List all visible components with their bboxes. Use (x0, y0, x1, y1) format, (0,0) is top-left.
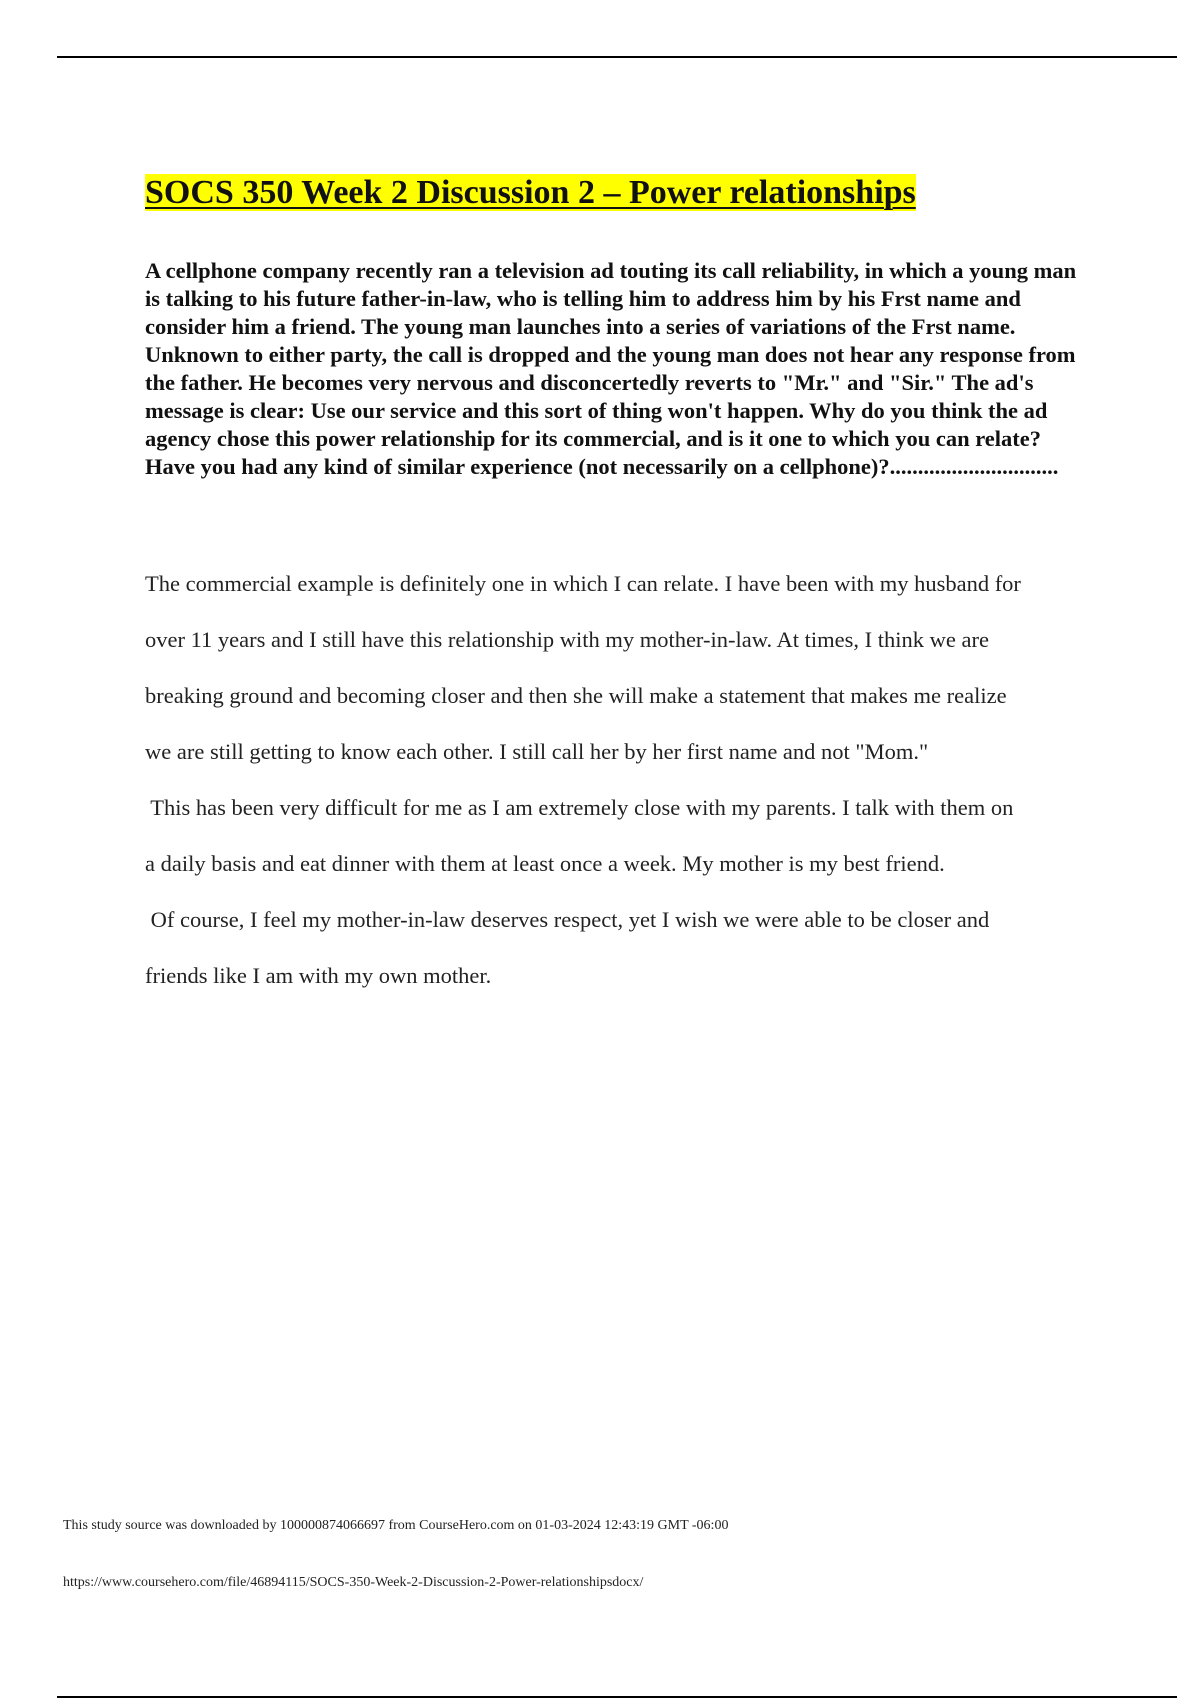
discussion-prompt: A cellphone company recently ran a television ad touting its call reliability, in which a young man is talking to his future father-in-law, who is telling him to address him by his Frst name and consider him a friend. The young man launches into a series of variations of the Frst name. Unknown to either party, the call is dropped and the young man does not hear any response from the father. He becomes very nervous and disconcertedly reverts to "Mr." and "Sir." The ad's message is clear: Use our service and this sort of thing won't happen. Why do you think the ad agency chose this power relationship for its commercial, and is it one to which you can relate? Have you had any kind of similar experience (not necessarily on a cellphone)?.............................. (145, 258, 1077, 479)
top-rule (57, 56, 1177, 58)
document-title (145, 172, 916, 214)
answer-line: friends like I am with my own mother. (145, 963, 492, 988)
answer-line: we are still getting to know each other. I still call her by her first name and not "Mom." (145, 739, 929, 764)
answer-line: over 11 years and I still have this relationship with my mother-in-law. At times, I think we are (145, 627, 989, 652)
answer-line: breaking ground and becoming closer and then she will make a statement that makes me realize (145, 683, 1007, 708)
bottom-rule (57, 1696, 1177, 1698)
answer-line: This has been very difficult for me as I am extremely close with my parents. I talk with them on (145, 795, 1014, 820)
source-url: https://www.coursehero.com/file/46894115/SOCS-350-Week-2-Discussion-2-Power-relationshipsdocx/ (63, 1575, 644, 1590)
download-source-note: This study source was downloaded by 100000874066697 from CourseHero.com on 01-03-2024 12:43:19 GMT -06:00 (63, 1518, 729, 1533)
answer-line: The commercial example is definitely one in which I can relate. I have been with my husband for (145, 571, 1021, 596)
answer-body (145, 556, 1105, 1004)
answer-line: a daily basis and eat dinner with them at least once a week. My mother is my best friend. (145, 851, 945, 876)
answer-line: Of course, I feel my mother-in-law deserves respect, yet I wish we were able to be closer and (145, 907, 990, 932)
document-title-text: SOCS 350 Week 2 Discussion 2 – Power relationships (145, 174, 916, 211)
